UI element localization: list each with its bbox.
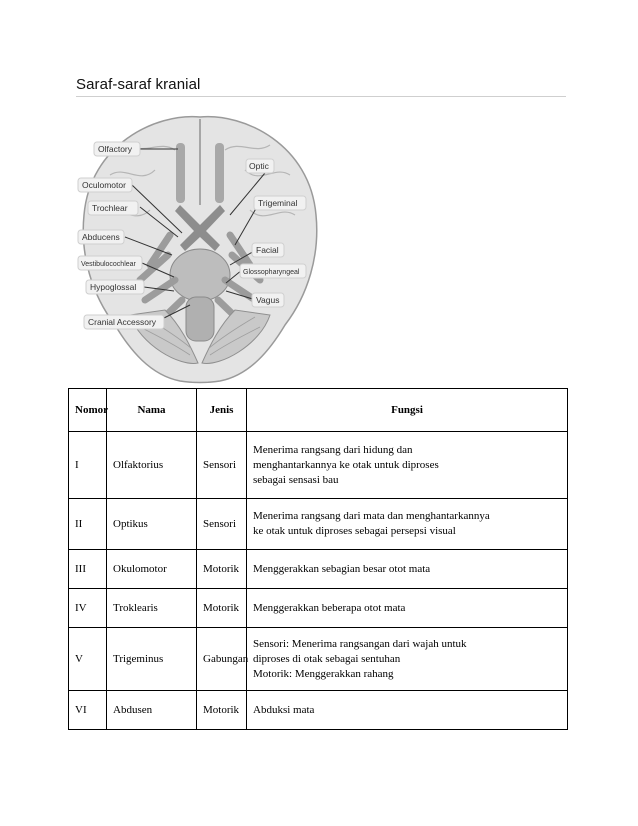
label-abducens: Abducens — [82, 232, 120, 242]
fungsi-line: menghantarkannya ke otak untuk diproses — [253, 458, 439, 471]
cell-fungsi — [247, 691, 568, 730]
table-row — [69, 589, 568, 628]
cell-fungsi — [247, 432, 568, 499]
cell-nomor: II — [69, 499, 107, 550]
cell-fungsi — [247, 499, 568, 550]
table-row — [69, 550, 568, 589]
header-fungsi: Fungsi — [247, 389, 568, 432]
fungsi-line: Menerima rangsang dari mata dan menghantarkannya — [253, 510, 490, 522]
label-optic: Optic — [249, 161, 269, 171]
header-jenis: Jenis — [197, 389, 247, 432]
cell-nama: Okulomotor — [107, 550, 197, 589]
page-title: Saraf-saraf kranial — [76, 76, 201, 93]
cell-nomor: VI — [69, 691, 107, 730]
cranial-nerves-table — [68, 388, 568, 730]
table-header-row — [69, 389, 568, 432]
cell-nama: Optikus — [107, 499, 197, 550]
cranial-nerves-diagram — [70, 105, 330, 385]
cell-jenis: Gabungan — [197, 628, 247, 691]
header-nama: Nama — [107, 389, 197, 432]
cell-jenis: Sensori — [197, 432, 247, 499]
fungsi-line: Motorik: Menggerakkan rahang — [253, 667, 394, 680]
label-trochlear: Trochlear — [92, 203, 128, 213]
fungsi-line: sebagai sensasi bau — [253, 473, 339, 486]
cell-nama: Trigeminus — [107, 628, 197, 691]
label-vagus: Vagus — [256, 295, 280, 305]
cell-nomor: V — [69, 628, 107, 691]
cell-nomor: I — [69, 432, 107, 499]
label-trigeminal: Trigeminal — [258, 198, 298, 208]
cell-fungsi — [247, 628, 568, 691]
label-vestibulocochlear: Vestibulocochlear — [81, 261, 136, 268]
header-nomor: Nomor — [69, 389, 107, 432]
table-row — [69, 691, 568, 730]
cell-nama: Olfaktorius — [107, 432, 197, 499]
cell-jenis: Motorik — [197, 691, 247, 730]
cell-jenis: Motorik — [197, 589, 247, 628]
cell-fungsi — [247, 589, 568, 628]
label-cranial-accessory: Cranial Accessory — [88, 317, 157, 327]
title-underline — [76, 96, 566, 97]
fungsi-line: Abduksi mata — [253, 703, 315, 716]
table-row — [69, 432, 568, 499]
label-hypoglossal: Hypoglossal — [90, 282, 137, 292]
table-row — [69, 628, 568, 691]
fungsi-line: Menggerakkan sebagian besar otot mata — [253, 562, 431, 575]
label-oculomotor: Oculomotor — [82, 180, 126, 190]
label-olfactory: Olfactory — [98, 144, 133, 154]
cell-nomor: III — [69, 550, 107, 589]
cell-nomor: IV — [69, 589, 107, 628]
cell-fungsi — [247, 550, 568, 589]
fungsi-line: Menerima rangsang dari hidung dan — [253, 443, 413, 456]
fungsi-line: ke otak untuk diproses sebagai persepsi visual — [253, 525, 456, 537]
label-glossopharyngeal: Glossopharyngeal — [243, 269, 300, 276]
table-row — [69, 499, 568, 550]
cell-jenis: Motorik — [197, 550, 247, 589]
fungsi-line: Sensori: Menerima rangsangan dari wajah untuk — [253, 637, 467, 650]
label-facial: Facial — [256, 245, 279, 255]
fungsi-line: Menggerakkan beberapa otot mata — [253, 601, 406, 614]
cell-jenis: Sensori — [197, 499, 247, 550]
cell-nama: Troklearis — [107, 589, 197, 628]
cell-nama: Abdusen — [107, 691, 197, 730]
fungsi-line: diproses di otak sebagai sentuhan — [253, 652, 401, 665]
